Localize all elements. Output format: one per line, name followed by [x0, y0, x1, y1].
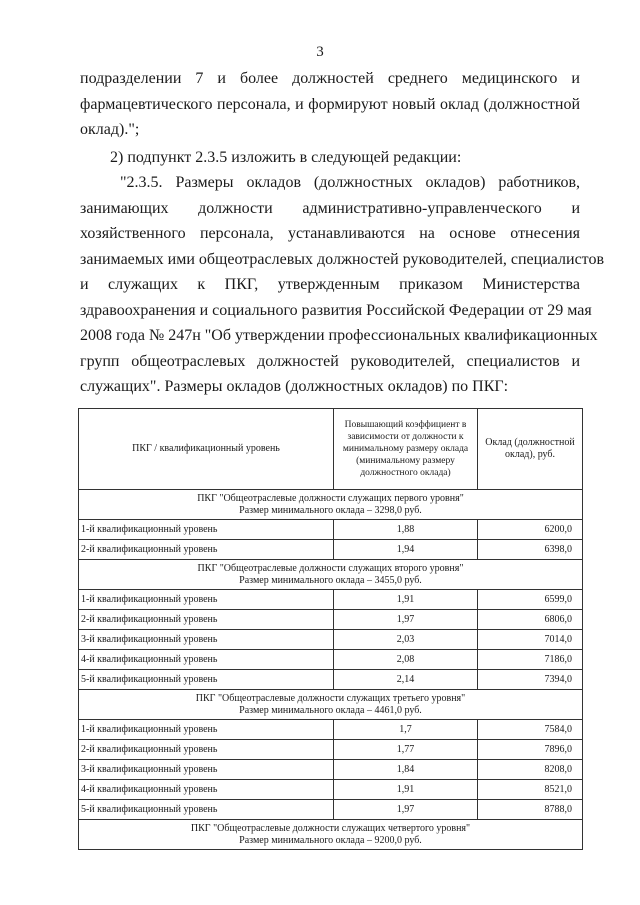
group-header-cell	[79, 690, 583, 720]
header-coefficient: Повышающий коэффициент в зависимости от должности к минимальному размеру оклада (минимальному размеру должностного оклада)	[334, 409, 478, 490]
level-cell: 1-й квалификационный уровень	[79, 520, 334, 540]
salary-table	[78, 408, 583, 850]
table-row	[79, 590, 583, 610]
table-row	[79, 670, 583, 690]
level-cell: 2-й квалификационный уровень	[79, 740, 334, 760]
group-header-cell	[79, 820, 583, 850]
table-row	[79, 540, 583, 560]
group-min-salary: Размер минимального оклада – 3455,0 руб.	[239, 574, 422, 586]
table-body	[79, 490, 583, 850]
salary-cell: 7584,0	[478, 720, 583, 740]
coefficient-cell: 1,88	[334, 520, 478, 540]
text-line: подразделении 7 и более должностей среднего медицинского и	[80, 70, 580, 87]
table-row	[79, 780, 583, 800]
salary-cell: 7186,0	[478, 650, 583, 670]
coefficient-cell: 1,94	[334, 540, 478, 560]
salary-cell: 6200,0	[478, 520, 583, 540]
salary-cell: 7896,0	[478, 740, 583, 760]
level-cell: 4-й квалификационный уровень	[79, 650, 334, 670]
group-min-salary: Размер минимального оклада – 4461,0 руб.	[239, 704, 422, 716]
salary-cell: 6599,0	[478, 590, 583, 610]
group-title: ПКГ "Общеотраслевые должности служащих четвертого уровня"	[190, 822, 471, 834]
text-line: оклад).";	[80, 121, 140, 138]
level-cell: 3-й квалификационный уровень	[79, 760, 334, 780]
header-level: ПКГ / квалификационный уровень	[79, 409, 334, 490]
text-line: здравоохранения и социального развития Российской Федерации от 29 мая	[80, 301, 592, 319]
paragraph-continuation	[80, 66, 580, 143]
salary-cell: 8208,0	[478, 760, 583, 780]
salary-cell: 6806,0	[478, 610, 583, 630]
page-number: 3	[316, 44, 324, 60]
coefficient-cell: 1,97	[334, 610, 478, 630]
table-group-row	[79, 560, 583, 590]
group-title: ПКГ "Общеотраслевые должности служащих второго уровня"	[197, 562, 464, 574]
level-cell: 1-й квалификационный уровень	[79, 590, 334, 610]
coefficient-cell: 1,91	[334, 780, 478, 800]
level-cell: 4-й квалификационный уровень	[79, 780, 334, 800]
level-cell: 2-й квалификационный уровень	[79, 610, 334, 630]
coefficient-cell: 1,97	[334, 800, 478, 820]
table-group-row	[79, 690, 583, 720]
text-line: служащих". Размеры окладов (должностных окладов) по ПКГ:	[80, 378, 509, 395]
coefficient-cell: 2,14	[334, 670, 478, 690]
level-cell: 1-й квалификационный уровень	[79, 720, 334, 740]
table-row	[79, 650, 583, 670]
table-header-row	[79, 409, 583, 490]
text-line: фармацевтического персонала, и формируют новый оклад (должностной	[80, 95, 580, 113]
group-header-cell	[79, 490, 583, 520]
text-line: групп общеотраслевых должностей руководителей, специалистов и	[80, 352, 580, 370]
table-row	[79, 630, 583, 650]
group-title: ПКГ "Общеотраслевые должности служащих третьего уровня"	[195, 692, 466, 704]
text-line: хозяйственного персонала, устанавливаются на основе отнесения	[80, 225, 580, 242]
coefficient-cell: 1,91	[334, 590, 478, 610]
header-salary: Оклад (должностной оклад), руб.	[478, 409, 583, 490]
table-row	[79, 610, 583, 630]
table-row	[79, 520, 583, 540]
paragraph-clause-2-3-5	[80, 170, 605, 400]
text-line: 2008 года № 247н "Об утверждении профессиональных квалификационных	[80, 327, 598, 344]
level-cell: 5-й квалификационный уровень	[79, 800, 334, 820]
text-line: и служащих к ПКГ, утвержденным приказом Министерства	[80, 276, 580, 293]
coefficient-cell: 1,7	[334, 720, 478, 740]
coefficient-cell: 2,08	[334, 650, 478, 670]
table-group-row	[79, 490, 583, 520]
salary-cell: 8788,0	[478, 800, 583, 820]
table-row	[79, 760, 583, 780]
salary-cell: 6398,0	[478, 540, 583, 560]
level-cell: 3-й квалификационный уровень	[79, 630, 334, 650]
table-row	[79, 720, 583, 740]
table-row	[79, 740, 583, 760]
group-min-salary: Размер минимального оклада – 3298,0 руб.	[239, 504, 422, 516]
group-title: ПКГ "Общеотраслевые должности служащих первого уровня"	[197, 492, 464, 504]
salary-cell: 8521,0	[478, 780, 583, 800]
salary-cell: 7394,0	[478, 670, 583, 690]
table-row	[79, 800, 583, 820]
level-cell: 2-й квалификационный уровень	[79, 540, 334, 560]
table-group-row	[79, 820, 583, 850]
level-cell: 5-й квалификационный уровень	[79, 670, 334, 690]
paragraph-subpoint	[80, 145, 580, 171]
text-line: 2) подпункт 2.3.5 изложить в следующей редакции:	[110, 149, 462, 166]
coefficient-cell: 2,03	[334, 630, 478, 650]
salary-cell: 7014,0	[478, 630, 583, 650]
coefficient-cell: 1,77	[334, 740, 478, 760]
coefficient-cell: 1,84	[334, 760, 478, 780]
group-min-salary: Размер минимального оклада – 9200,0 руб.	[239, 834, 422, 846]
text-line: занимающих должности административно-управленческого и	[80, 199, 580, 217]
text-line: занимаемых ими общеотраслевых должностей руководителей, специалистов	[80, 250, 605, 268]
text-line: "2.3.5. Размеры окладов (должностных окладов) работников,	[120, 174, 580, 191]
group-header-cell	[79, 560, 583, 590]
